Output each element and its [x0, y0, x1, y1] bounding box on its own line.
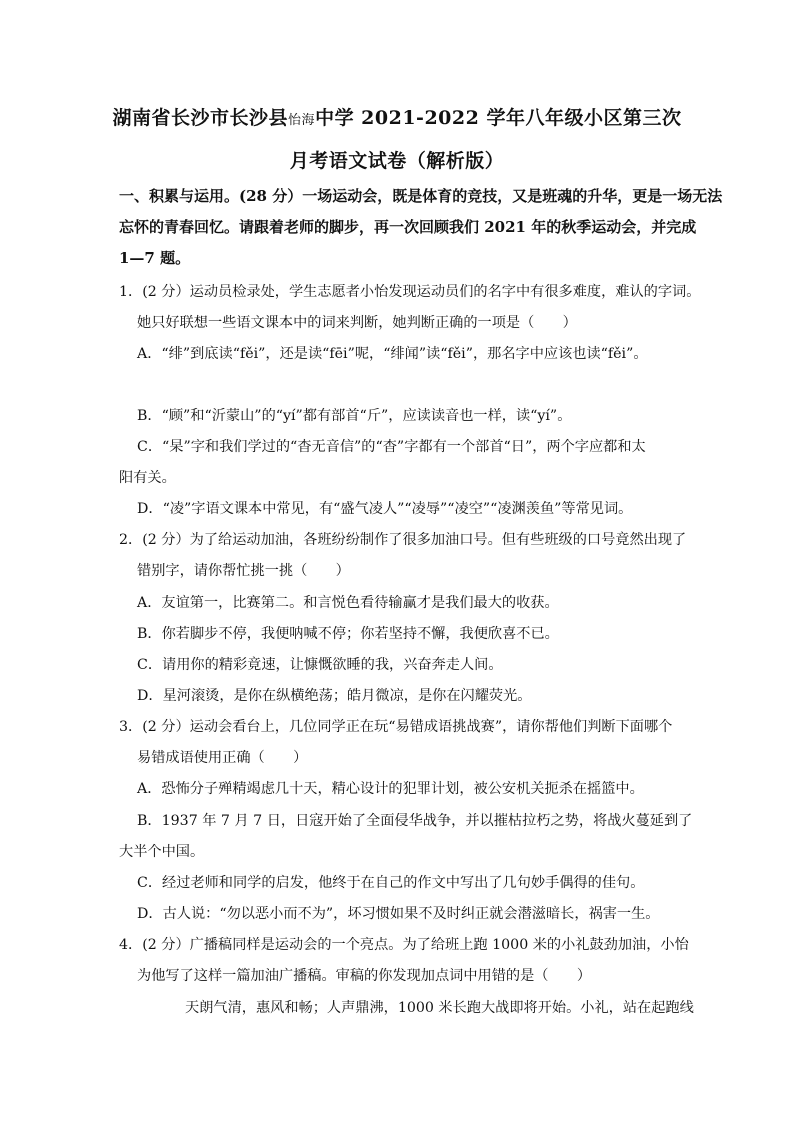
q1-option-b: B．“顾”和“沂蒙山”的“yí”都有部首“斤”，应读读音也一样，读“yí”。 — [137, 408, 572, 424]
q2-option-a: A．友谊第一，比赛第二。和言悦色看待输赢才是我们最大的收获。 — [137, 595, 559, 611]
q1-option-c-line2: 阳有关。 — [119, 470, 176, 486]
section1-intro-line3: 1—7 题。 — [119, 249, 191, 267]
q2-stem-line1: 2．(2 分）为了给运动加油，各班纷纷制作了很多加油口号。但有些班级的口号竟然出现了 — [119, 532, 687, 548]
q1-option-c-line1: C．“杲”字和我们学过的“杳无音信”的“杳”字都有一个部首“日”，两个字应都和太 — [137, 439, 646, 455]
q1-stem-line2: 她只好联想一些语文课本中的词来判断，她判断正确的一项是（ ） — [137, 315, 577, 331]
section1-intro-line1: 一、积累与运用。(28 分）一场运动会，既是体育的竞技，又是班魂的升华，更是一场无法 — [119, 187, 723, 205]
q2-stem-line2: 错别字，请你帮忙挑一挑（ ） — [137, 563, 350, 579]
q2-option-b: B．你若脚步不停，我便呐喊不停；你若坚持不懈，我便欣喜不已。 — [137, 626, 559, 642]
page-title-line2: 月考语文试卷（解析版） — [289, 150, 505, 172]
q1-option-a: A．“绯”到底读“fěi”，还是读“fēi”呢，“绯闻”读“fěi”，那名字中应该也读“fěi”。 — [137, 346, 648, 362]
section1-intro-line2: 忘怀的青春回忆。请跟着老师的脚步，再一次回顾我们 2021 年的秋季运动会，并完成 — [119, 218, 697, 236]
q3-option-d: D．古人说：“勿以恶小而不为”，坏习惯如果不及时纠正就会潜滋暗长，祸害一生。 — [137, 906, 660, 922]
page-title-line1 — [0, 103, 794, 130]
q4-passage-line1: 天朗气清，惠风和畅；人声鼎沸，1000 米长跑大战即将开始。小礼，站在起跑线 — [185, 1000, 694, 1016]
q3-option-a: A．恐怖分子殚精竭虑几十天，精心设计的犯罪计划，被公安机关扼杀在摇篮中。 — [137, 781, 644, 797]
q2-option-c: C．请用你的精彩竟速，让慷慨欲睡的我，兴奋奔走人间。 — [137, 657, 503, 673]
q4-stem-line1: 4．(2 分）广播稿同样是运动会的一个亮点。为了给班上跑 1000 米的小礼鼓劲加油，小怡 — [119, 937, 689, 953]
q3-option-c: C．经过老师和同学的启发，他终于在自己的作文中写出了几句妙手偶得的佳句。 — [137, 875, 645, 891]
q4-stem-line2: 为他写了这样一篇加油广播稿。审稿的你发现加点词中用错的是（ ） — [137, 968, 592, 984]
title-school-small: 怡海 — [288, 113, 316, 128]
q1-option-d: D．“凌”字语文课本中常见，有“盛气凌人”“凌辱”“凌空”“凌渊羡鱼”等常见词。 — [137, 501, 633, 517]
q2-option-d: D．星河滚烫，是你在纵横绝荡；皓月微凉，是你在闪耀荧光。 — [137, 688, 532, 704]
q3-stem-line2: 易错成语使用正确（ ） — [137, 750, 308, 766]
q1-stem-line1: 1．(2 分）运动员检录处，学生志愿者小怡发现运动员们的名字中有很多难度，难认的字词。 — [119, 284, 701, 300]
q3-stem-line1: 3．(2 分）运动会看台上，几位同学正在玩“易错成语挑战赛”，请你帮他们判断下面哪个 — [119, 719, 673, 735]
title-part-b: 中学 2021-2022 学年八年级小区第三次 — [315, 107, 682, 129]
q3-option-b-line1: B．1937 年 7 月 7 日，日寇开始了全面侵华战争，并以摧枯拉朽之势，将战火蔓延到了 — [137, 813, 693, 829]
q3-option-b-line2: 大半个中国。 — [119, 844, 205, 860]
title-part-a: 湖南省长沙市长沙县 — [112, 107, 289, 129]
